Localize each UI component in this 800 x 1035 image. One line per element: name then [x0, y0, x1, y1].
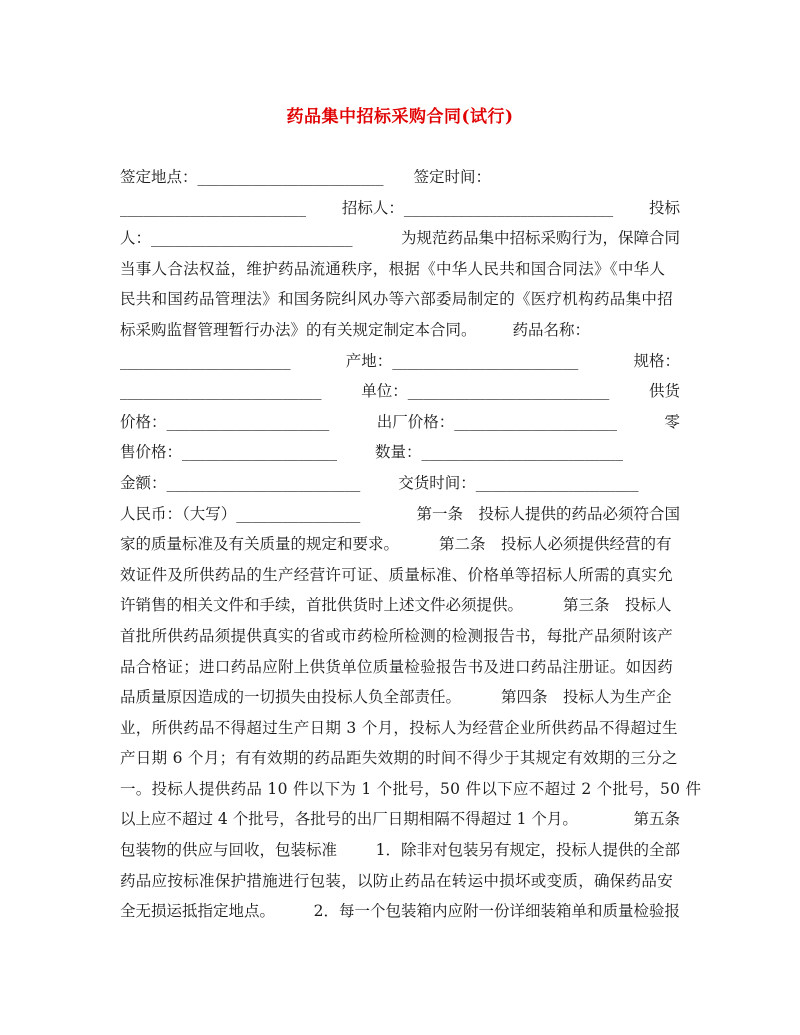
- text-segment: 第二条 投标人必须提供经营的有: [439, 535, 672, 554]
- text-segment: 以上应不超过 4 个批号，各批号的出厂日期相隔不得超过 1 个月。: [120, 810, 578, 829]
- text-segment: 金额：_________________________: [120, 473, 361, 492]
- text-line: [120, 437, 680, 468]
- text-line: [120, 376, 680, 407]
- text-line: [120, 499, 680, 530]
- text-segment: __________________________: [120, 382, 322, 401]
- text-line: [120, 652, 680, 683]
- text-segment: 第三条 投标人: [563, 596, 672, 615]
- text-segment: 出厂价格：_____________________: [376, 412, 617, 431]
- document-title: 药品集中招标采购合同(试行): [286, 107, 514, 127]
- text-line: [120, 346, 680, 377]
- text-segment: ______________________: [120, 351, 291, 370]
- text-segment: 标采购监督管理暂行办法》的有关规定制定本合同。: [120, 320, 477, 339]
- text-line: [120, 560, 680, 591]
- text-line: [120, 713, 680, 744]
- text-segment: 投标: [648, 198, 680, 217]
- text-segment: 全无损运抵指定地点。: [120, 902, 276, 921]
- text-segment: 第五条: [633, 810, 680, 829]
- text-line: [120, 590, 680, 621]
- document-body: [120, 162, 702, 927]
- text-line: [120, 774, 702, 805]
- text-segment: 第四条 投标人为生产企: [501, 688, 672, 707]
- text-line: [120, 804, 680, 835]
- text-line: [120, 407, 680, 438]
- text-line: [120, 866, 680, 897]
- text-segment: 数量：__________________________: [375, 443, 624, 462]
- text-line: [120, 284, 680, 315]
- text-segment: 产地：________________________: [345, 351, 579, 370]
- text-line: [120, 682, 680, 713]
- text-segment: 包装物的供应与回收，包装标准: [120, 841, 338, 860]
- text-segment: 一。投标人提供药品 10 件以下为 1 个批号，50 件以下应不超过 2 个批号，50 件: [120, 779, 702, 798]
- text-segment: 药品应按标准保护措施进行包装，以防止药品在转运中损坏或变质，确保药品安: [120, 871, 674, 890]
- text-segment: 签定地点：________________________: [120, 168, 384, 186]
- text-segment: 价格：_____________________: [120, 412, 330, 431]
- text-segment: 人民币：（大写）________________: [120, 504, 361, 523]
- text-line: [120, 223, 680, 254]
- text-segment: 单位：__________________________: [361, 382, 610, 401]
- text-line: [120, 315, 680, 346]
- text-segment: 供货: [648, 382, 680, 401]
- text-segment: 效证件及所供药品的生产经营许可证、质量标准、价格单等招标人所需的真实允: [120, 565, 674, 584]
- text-line: [120, 254, 680, 285]
- text-segment: 规格：: [633, 351, 680, 370]
- text-line: [120, 835, 680, 866]
- text-segment: 签定时间：: [413, 168, 492, 186]
- text-segment: 售价格：____________________: [120, 443, 338, 462]
- text-segment: 品合格证；进口药品应附上供货单位质量检验报告书及进口药品注册证。如因药: [120, 657, 674, 676]
- text-segment: 药品名称：: [512, 320, 591, 339]
- text-segment: 产日期 6 个月；有有效期的药品距失效期的时间不得少于其规定有效期的三分之: [120, 749, 678, 768]
- text-line: [120, 529, 680, 560]
- text-segment: 业，所供药品不得超过生产日期 3 个月，投标人为经营企业所供药品不得超过生: [120, 718, 678, 737]
- text-segment: 1．除非对包装另有规定，投标人提供的全部: [375, 841, 680, 860]
- text-segment: 招标人：___________________________: [341, 198, 614, 217]
- text-segment: 许销售的相关文件和手续，首批供货时上述文件必须提供。: [120, 596, 524, 615]
- text-segment: 2．每一个包装箱内应附一份详细装箱单和质量检验报: [313, 902, 680, 921]
- text-line: [120, 162, 680, 193]
- text-segment: 零: [664, 412, 680, 431]
- text-segment: 民共和国药品管理法》和国务院纠风办等六部委局制定的《医疗机构药品集中招: [120, 290, 674, 309]
- text-segment: 家的质量标准及有关质量的规定和要求。: [120, 535, 400, 554]
- text-line: [120, 468, 680, 499]
- text-segment: 当事人合法权益，维护药品流通秩序，根据《中华人民共和国合同法》《中华人: [120, 259, 666, 278]
- text-segment: ________________________: [120, 198, 306, 217]
- text-segment: 为规范药品集中招标采购行为，保障合同: [400, 229, 680, 248]
- text-segment: 首批所供药品须提供真实的省或市药检所检测的检测报告书，每批产品须附该产: [120, 626, 674, 645]
- text-segment: 品质量原因造成的一切损失由投标人负全部责任。: [120, 688, 462, 707]
- text-segment: 交货时间：_____________________: [398, 473, 639, 492]
- text-segment: 人：__________________________: [120, 229, 353, 248]
- text-segment: 第一条 投标人提供的药品必须符合国: [416, 504, 680, 523]
- text-line: [120, 621, 680, 652]
- text-line: [120, 743, 680, 774]
- text-line: [120, 193, 680, 224]
- text-line: [120, 896, 680, 927]
